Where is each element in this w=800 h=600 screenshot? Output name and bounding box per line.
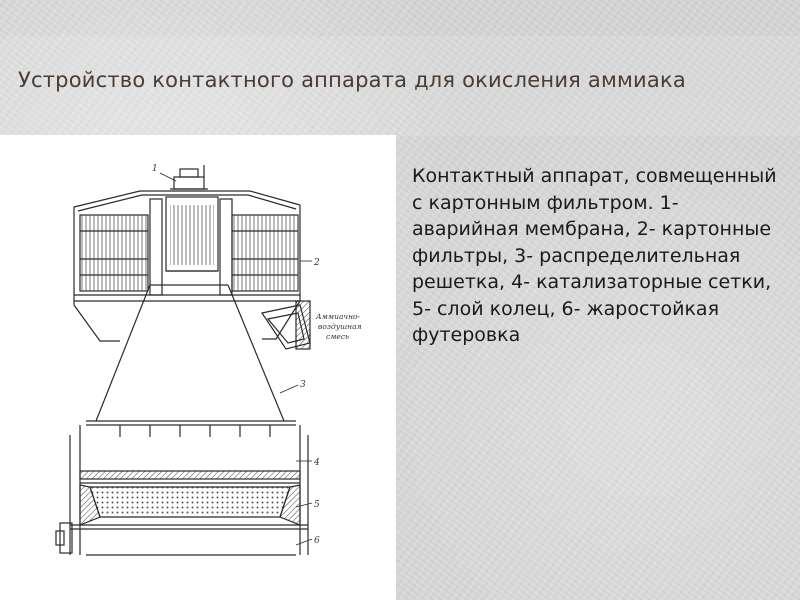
cardboard-filter-left bbox=[80, 199, 162, 295]
label-2: 2 bbox=[314, 258, 320, 268]
apparatus-drawing bbox=[0, 135, 396, 600]
apparatus-figure bbox=[0, 135, 396, 600]
apparatus-bottom bbox=[56, 523, 308, 555]
inlet-label-line3: смесь bbox=[326, 332, 350, 341]
center-filter-column bbox=[166, 197, 218, 271]
apparatus-description: Контактный аппарат, совмещенный с картонным фильтром. 1- аварийная мембрана, 2- картонные фильтры, 3- распределительная решетка, 4- катализаторные сетки, 5- слой колец, 6- жаростойкая футеровка bbox=[412, 165, 777, 346]
label-1: 1 bbox=[152, 164, 158, 174]
catalyst-gauzes bbox=[80, 471, 300, 483]
emergency-membrane bbox=[170, 165, 208, 189]
inlet-label-line2: воздушная bbox=[318, 322, 362, 331]
label-6: 6 bbox=[314, 536, 320, 546]
distribution-grid bbox=[86, 421, 296, 437]
ring-layer bbox=[80, 485, 300, 525]
inlet-label-line1: Аммиачно- bbox=[316, 312, 361, 321]
conical-body bbox=[96, 285, 284, 421]
slide-title: Устройство контактного аппарата для окисления аммиака bbox=[18, 68, 686, 92]
inlet-nozzle bbox=[262, 301, 310, 349]
label-4: 4 bbox=[314, 458, 320, 468]
label-3: 3 bbox=[300, 380, 306, 390]
cardboard-filter-right bbox=[220, 199, 298, 295]
filter-base-plate bbox=[74, 295, 300, 341]
label-5: 5 bbox=[314, 500, 320, 510]
